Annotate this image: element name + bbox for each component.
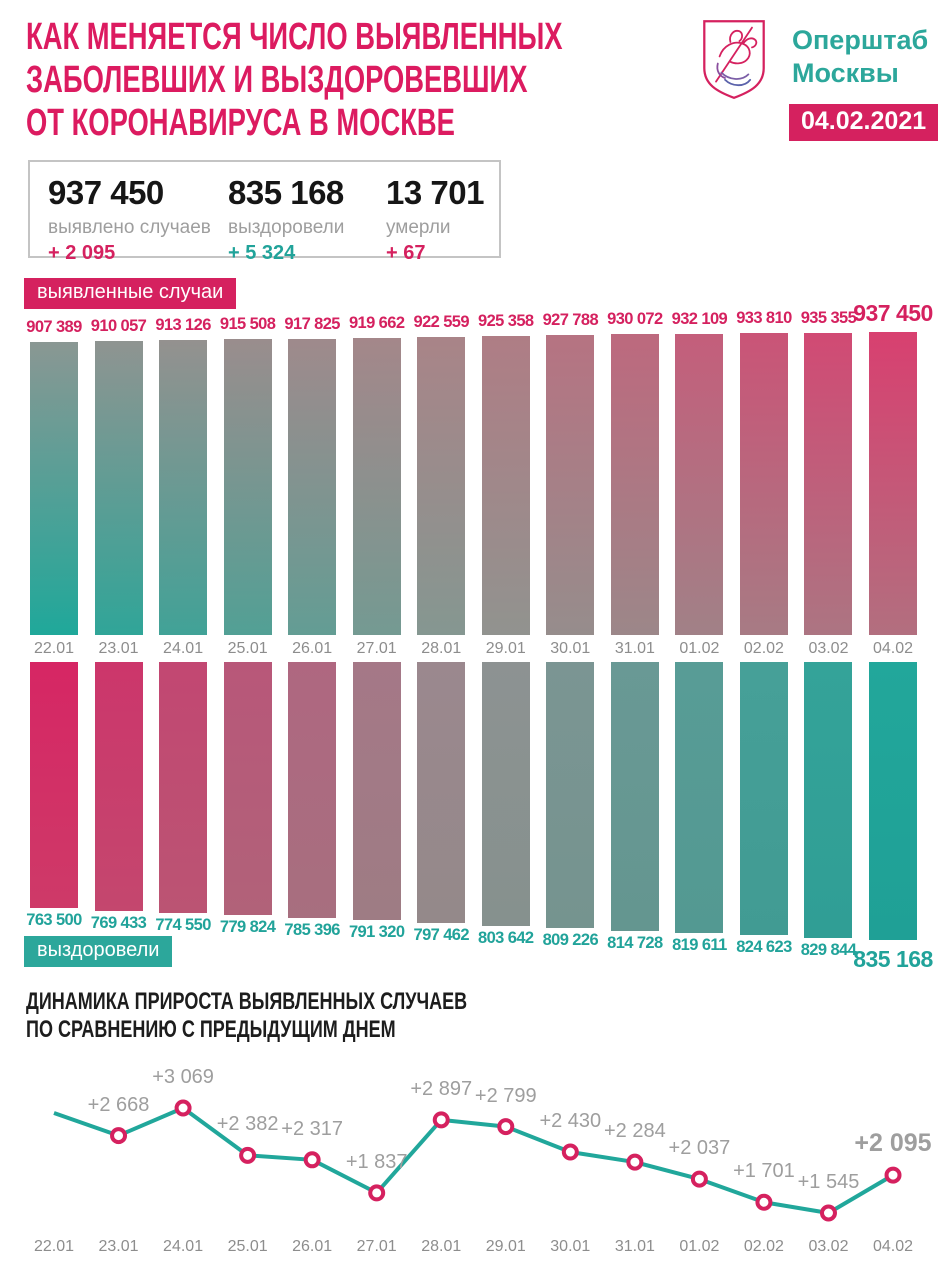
- recovered-bar: [546, 662, 594, 928]
- stat-cases: [48, 174, 228, 264]
- bar-date-label: 01.02: [679, 640, 720, 657]
- line-point: [241, 1149, 254, 1162]
- confirmed-bar-value: 933 810: [736, 309, 792, 328]
- recovered-chart-badge: выздоровели: [24, 936, 172, 967]
- bar-date-label: 04.02: [872, 640, 914, 657]
- confirmed-bar: [95, 341, 143, 635]
- confirmed-bar-value: 915 508: [219, 315, 276, 334]
- line-point-value: +1 701: [733, 1160, 795, 1183]
- recovered-bar: [611, 662, 659, 931]
- bar-date-label: 03.02: [808, 640, 849, 657]
- line-date-label: 25.01: [227, 1238, 268, 1255]
- bar-date-label: 22.01: [33, 640, 75, 657]
- confirmed-bar-value: 922 559: [413, 312, 469, 331]
- line-point-value: +2 317: [281, 1117, 344, 1140]
- line-chart-title-line: ДИНАМИКА ПРИРОСТА ВЫЯВЛЕННЫХ СЛУЧАЕВ: [26, 988, 468, 1015]
- bar-date-label: 27.01: [356, 640, 397, 657]
- line-date-label: 28.01: [421, 1238, 462, 1255]
- line-point: [757, 1196, 770, 1209]
- org-name-line: Оперштаб: [792, 25, 929, 55]
- recovered-bar: [30, 662, 78, 908]
- confirmed-bar-value: 927 788: [542, 311, 599, 330]
- bar-date-label: 29.01: [485, 640, 526, 657]
- moscow-coat-of-arms-icon: [698, 16, 770, 104]
- line-date-label: 03.02: [808, 1238, 849, 1255]
- line-date-label: 27.01: [356, 1238, 397, 1255]
- line-point-value: +2 799: [474, 1084, 537, 1107]
- line-point-value: +2 668: [87, 1093, 150, 1116]
- confirmed-bar: [804, 333, 852, 635]
- recovered-bar: [804, 662, 852, 938]
- bar-date-label: 23.01: [98, 640, 139, 657]
- line-date-label: 30.01: [550, 1238, 591, 1255]
- confirmed-bar-value: 919 662: [348, 313, 405, 332]
- line-chart-title-line: ПО СРАВНЕНИЮ С ПРЕДЫДУЩИМ ДНЕМ: [26, 1016, 396, 1043]
- bar-date-label: 28.01: [421, 640, 462, 657]
- confirmed-bar: [546, 335, 594, 635]
- bar-date-label: 31.01: [614, 640, 655, 657]
- confirmed-bar: [869, 332, 917, 635]
- page-title-line: ЗАБОЛЕВШИХ И ВЫЗДОРОВЕВШИХ: [26, 59, 528, 101]
- line-date-label: 29.01: [485, 1238, 526, 1255]
- recovered-bar-value: 774 550: [155, 915, 211, 934]
- line-date-label: 04.02: [872, 1238, 914, 1255]
- stat-deaths-label: умерли: [386, 217, 451, 238]
- stat-recovered-value: 835 168: [228, 174, 344, 211]
- recovered-bar: [482, 662, 530, 926]
- line-point-value: +1 837: [345, 1150, 408, 1173]
- line-date-label: 23.01: [98, 1238, 139, 1255]
- line-date-label: 02.02: [743, 1238, 784, 1255]
- bar-date-label: 26.01: [292, 640, 333, 657]
- recovered-bar-value: 785 396: [284, 920, 340, 939]
- confirmed-bar: [675, 334, 723, 635]
- line-point: [112, 1129, 125, 1142]
- recovered-bar-value: 763 500: [26, 911, 82, 929]
- confirmed-bar: [611, 334, 659, 635]
- confirmed-bar-value: 937 450: [853, 300, 933, 326]
- line-date-label: 31.01: [614, 1238, 655, 1255]
- recovered-bar: [417, 662, 465, 923]
- confirmed-bar-value: 930 072: [607, 310, 663, 329]
- confirmed-bar-value: 917 825: [284, 314, 340, 333]
- line-point-value: +3 069: [152, 1066, 214, 1088]
- confirmed-bar: [740, 333, 788, 635]
- recovered-bar: [159, 662, 207, 913]
- confirmed-bar: [353, 338, 401, 635]
- confirmed-bar-value: 932 109: [671, 309, 728, 328]
- line-date-label: 26.01: [292, 1238, 333, 1255]
- confirmed-bar-value: 935 355: [800, 308, 857, 327]
- line-point-value: +2 897: [410, 1077, 473, 1100]
- line-point-value: +2 037: [668, 1137, 731, 1160]
- recovered-bar-value: 791 320: [348, 923, 405, 942]
- line-point-value: +1 545: [797, 1171, 860, 1193]
- recovered-bar-value: 803 642: [478, 928, 534, 947]
- bar-date-label: 02.02: [743, 640, 784, 657]
- recovered-bar-value: 835 168: [853, 946, 933, 972]
- bar-date-label: 25.01: [227, 640, 268, 657]
- recovered-bar-value: 814 728: [607, 933, 663, 952]
- line-point-value: +2 284: [603, 1120, 666, 1143]
- confirmed-bar: [417, 337, 465, 635]
- recovered-bar-value: 769 433: [90, 913, 147, 932]
- line-point-value: +2 430: [539, 1110, 602, 1133]
- stat-cases-delta: + 2 095: [48, 242, 116, 264]
- line-date-label: 24.01: [163, 1238, 204, 1255]
- recovered-bar-value: 829 844: [800, 940, 857, 959]
- line-point-value: +2 382: [216, 1113, 279, 1136]
- confirmed-bar-value: 910 057: [90, 317, 147, 336]
- confirmed-bar-value: 925 358: [478, 312, 534, 331]
- confirmed-bar: [159, 340, 207, 635]
- page-title-line: КАК МЕНЯЕТСЯ ЧИСЛО ВЫЯВЛЕННЫХ: [26, 16, 563, 58]
- bar-date-label: 30.01: [550, 640, 591, 657]
- line-point: [435, 1113, 448, 1126]
- line-point: [564, 1146, 577, 1159]
- stat-recovered-delta: + 5 324: [228, 242, 296, 264]
- recovered-bar-value: 824 623: [736, 938, 792, 957]
- confirmed-chart-badge: выявленные случаи: [24, 278, 236, 309]
- stat-deaths: [386, 174, 484, 264]
- date-badge: 04.02.2021: [789, 104, 938, 141]
- stat-cases-value: 937 450: [48, 174, 164, 211]
- confirmed-bar: [288, 339, 336, 635]
- recovered-bar: [224, 662, 272, 915]
- stat-deaths-delta: + 67: [386, 242, 426, 264]
- line-point: [822, 1207, 835, 1220]
- recovered-bar-value: 809 226: [542, 931, 599, 950]
- line-date-label: 22.01: [33, 1238, 75, 1255]
- summary-panel: [28, 160, 501, 264]
- line-point: [370, 1186, 383, 1199]
- confirmed-bar-value: 913 126: [155, 316, 211, 335]
- bar-date-label: 24.01: [163, 640, 204, 657]
- confirmed-bar: [30, 342, 78, 635]
- recovered-bar-value: 779 824: [219, 918, 276, 937]
- line-point-value: +2 095: [854, 1129, 932, 1158]
- stat-cases-label: выявлено случаев: [48, 217, 211, 238]
- confirmed-bar: [224, 339, 272, 635]
- stat-deaths-value: 13 701: [386, 174, 484, 211]
- confirmed-bar: [482, 336, 530, 635]
- page-title: [26, 16, 771, 145]
- recovered-bar: [353, 662, 401, 920]
- recovered-bar: [740, 662, 788, 935]
- recovered-bar-value: 797 462: [413, 926, 469, 945]
- recovered-bar-value: 819 611: [672, 936, 727, 955]
- line-date-label: 01.02: [679, 1238, 720, 1255]
- recovered-bar: [869, 662, 917, 940]
- stat-recovered-label: выздоровели: [228, 217, 345, 238]
- page-title-line: ОТ КОРОНАВИРУСА В МОСКВЕ: [26, 102, 455, 144]
- recovered-bar: [288, 662, 336, 918]
- stat-recovered: [228, 174, 386, 264]
- recovered-bar: [675, 662, 723, 933]
- line-chart-title: [26, 988, 614, 1044]
- recovered-bar: [95, 662, 143, 911]
- org-name: [792, 24, 928, 90]
- confirmed-bar-value: 907 389: [26, 318, 82, 336]
- org-name-line: Москвы: [792, 58, 899, 88]
